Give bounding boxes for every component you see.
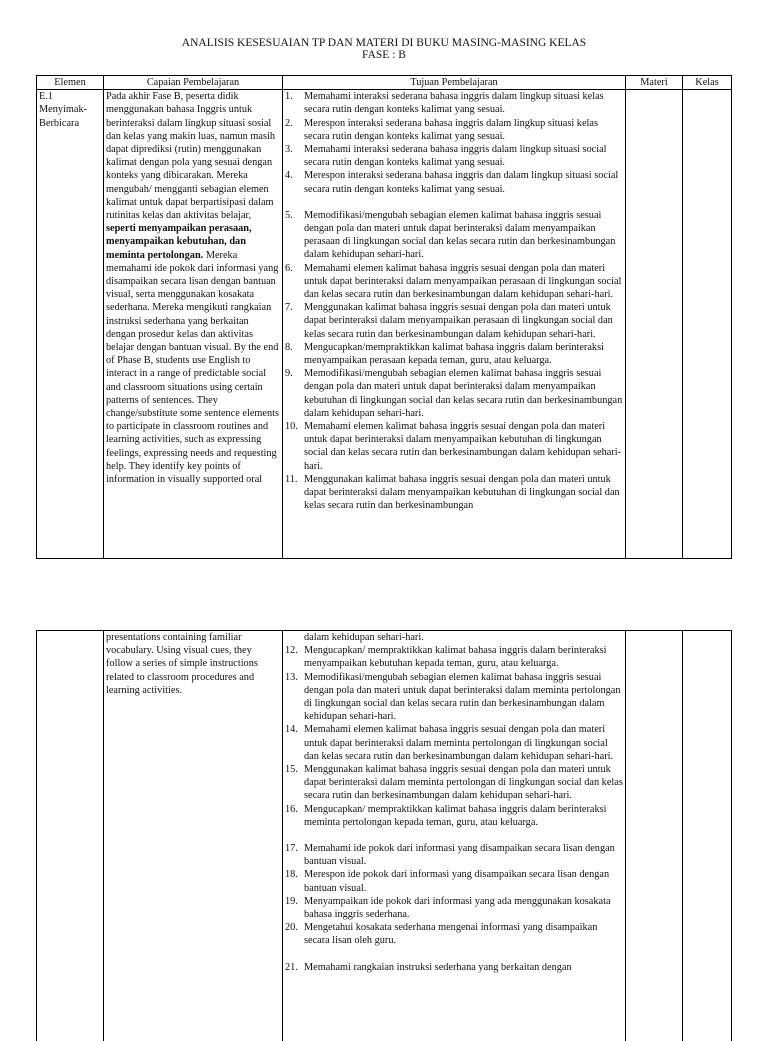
kelas-cell (683, 90, 732, 559)
list-item (285, 763, 623, 803)
table-header-row (37, 76, 732, 90)
list-item (285, 644, 623, 670)
tujuan-list (285, 644, 623, 974)
list-item-number: 2. (285, 117, 293, 130)
list-item (285, 143, 623, 169)
list-item-text: Menggunakan kalimat bahasa inggris sesuai dengan pola dan materi untuk dapat berinteraksi dalam meminta pertolongan di lingkungan social dan kelas secara rutin dan berkesinambungan dalam kehidupan sehari-hari. (304, 764, 623, 801)
list-item (285, 895, 623, 921)
capaian-cell (104, 90, 283, 559)
list-item (285, 803, 623, 829)
materi-cell (626, 90, 683, 559)
list-item-number: 12. (285, 644, 298, 657)
list-item-text: Mengucapkan/ mempraktikkan kalimat bahasa inggris dalam berinteraksi meminta pertolongan kepada teman, guru, atau keluarga. (304, 804, 607, 828)
list-item (285, 868, 623, 894)
list-item-text: Memahami elemen kalimat bahasa inggris sesuai dengan pola dan materi untuk dapat berinteraksi dalam meminta pertolongan di lingkungan social dan kelas secara rutin dan berkesinambungan dalam kehidupan sehari-hari. (304, 724, 613, 761)
tujuan-cell (283, 631, 626, 1041)
list-item-text: Memahami rangkaian instruksi sederhana yang berkaitan dengan (304, 962, 572, 973)
list-item-number: 4. (285, 169, 293, 182)
list-item-text: Memodifikasi/mengubah sebagian elemen kalimat bahasa inggris sesuai dengan pola dan materi untuk dapat berinteraksi dalam menyampaikan perasaan di lingkungan social dan kelas secara rutin dan berkesinambungan dalam kehidupan sehari-hari. (304, 210, 615, 261)
list-item (285, 90, 623, 116)
list-item-text: Merespon interaksi sederana bahasa inggris dan dalam lingkup situasi social secara rutin dengan konteks kalimat yang sesuai. (304, 170, 618, 194)
list-item-number: 14. (285, 723, 298, 736)
analysis-table-page-1 (36, 75, 732, 559)
document-title: ANALISIS KESESUAIAN TP DAN MATERI DI BUKU MASING-MASING KELAS (0, 37, 768, 50)
tujuan-cell (283, 90, 626, 559)
kelas-cell (683, 631, 732, 1041)
cp-text-part-1: Pada akhir Fase B, peserta didik menggunakan bahasa Inggris untuk berinteraksi dalam lingkup situasi sosial dan kelas yang makin luas, namun masih dapat diprediksi (rutin) menggunakan kalimat dengan pola yang sesuai dengan konteks yang dibicarakan. Mereka mengubah/ mengganti sebagian elemen kalimat untuk dapat berpartisipasi dalam rutinitas kelas dan aktivitas belajar, (106, 91, 275, 221)
list-item-text: Mengucapkan/mempraktikkan kalimat bahasa inggris dalam berinteraksi menyampaikan perasaan kepada teman, guru, atau keluarga. (304, 342, 604, 366)
list-item (285, 209, 623, 262)
list-item (285, 921, 623, 947)
elemen-cell: E.1 Menyimak-Berbicara (37, 90, 104, 559)
cp-text-part-2: Mereka memahami ide pokok dari informasi yang disampaikan secara lisan dengan bantuan visual, serta menggunakan kosakata sederhana. Mereka mengikuti rangkaian instruksi sederhana yang berkaitan dengan prosedur kelas dan aktivitas belajar dengan bantuan visual. By the end of Phase B, students use English to interact in a range of predictable social and classroom situations using certain patterns of sentences. They change/substitute some sentence elements to participate in classroom routines and learning activities, such as expressing feelings, expressing needs and requesting help. They identify key points of information in visually supported oral (106, 250, 279, 485)
header-capaian-pembelajaran: Capaian Pembelajaran (104, 76, 283, 90)
elemen-cell (37, 631, 104, 1041)
list-item-number: 5. (285, 209, 293, 222)
list-item-number: 9. (285, 367, 293, 380)
list-item-text: Memodifikasi/mengubah sebagian elemen kalimat bahasa inggris sesuai dengan pola dan materi untuk dapat berinteraksi dalam meminta pertolongan di lingkungan social dan kelas secara rutin dan berkesinambungan dalam kehidupan sehari-hari. (304, 672, 621, 723)
list-item (285, 420, 623, 473)
list-item-text: Memodifikasi/mengubah sebagian elemen kalimat bahasa inggris sesuai dengan pola dan materi untuk dapat berinteraksi dalam menyampaikan kebutuhan di lingkungan social dan kelas secara rutin dan berkesinambungan dalam kehidupan sehari-hari. (304, 368, 622, 419)
list-item-text: Menyampaikan ide pokok dari informasi yang ada menggunakan kosakata bahasa inggris sederhana. (304, 896, 611, 920)
list-item-text: Merespon interaksi sederana bahasa inggris dalam lingkup situasi kelas secara rutin dengan konteks kalimat yang sesuai. (304, 118, 598, 142)
list-item (285, 367, 623, 420)
header-materi: Materi (626, 76, 683, 90)
list-item-number: 19. (285, 895, 298, 908)
list-item-text: Menggunakan kalimat bahasa inggris sesuai dengan pola dan materi untuk dapat berinteraksi dalam menyampaikan perasaan di lingkungan social dan kelas secara rutin dan berkesinambungan dalam kehidupan sehari-hari. (304, 302, 613, 339)
tujuan-list (285, 90, 623, 512)
list-item-number: 21. (285, 961, 298, 974)
list-item-number: 3. (285, 143, 293, 156)
list-item-text: Memahami elemen kalimat bahasa inggris sesuai dengan pola dan materi untuk dapat berinteraksi dalam menyampaikan perasaan di lingkungan social dan kelas secara rutin dan berkesinambungan dalam kehidupan sehari-hari. (304, 263, 621, 300)
list-item (285, 723, 623, 763)
tujuan-continuation: dalam kehidupan sehari-hari. (285, 631, 623, 644)
table-row (37, 90, 732, 559)
analysis-table-page-2 (36, 630, 732, 1041)
table-row (37, 631, 732, 1041)
list-item (285, 473, 623, 513)
header-tujuan-pembelajaran: Tujuan Pembelajaran (283, 76, 626, 90)
list-item-number: 20. (285, 921, 298, 934)
list-item (285, 341, 623, 367)
list-item-text: Memahami elemen kalimat bahasa inggris sesuai dengan pola dan materi untuk dapat berinteraksi dalam menyampaikan kebutuhan di lingkungan social dan kelas secara rutin dan berkesinambungan dalam kehidupan sehari-hari. (304, 421, 621, 472)
list-item-text: Menggunakan kalimat bahasa inggris sesuai dengan pola dan materi untuk dapat berinteraksi dalam menyampaikan kebutuhan di lingkungan social dan kelas secara rutin dan berkesinambungan (304, 474, 620, 511)
list-item-number: 7. (285, 301, 293, 314)
list-item-number: 6. (285, 262, 293, 275)
header-elemen: Elemen (37, 76, 104, 90)
header-kelas: Kelas (683, 76, 732, 90)
list-item-text: Memahami ide pokok dari informasi yang disampaikan secara lisan dengan bantuan visual. (304, 843, 615, 867)
document-subtitle: FASE : B (0, 49, 768, 62)
list-item-number: 11. (285, 473, 298, 486)
materi-cell (626, 631, 683, 1041)
list-item (285, 961, 623, 974)
list-item-number: 15. (285, 763, 298, 776)
list-item (285, 842, 623, 868)
list-item-text: Memahami interaksi sederana bahasa inggris dalam lingkup situasi kelas secara rutin dengan konteks kalimat yang sesuai. (304, 91, 604, 115)
list-item-text: Mengucapkan/ mempraktikkan kalimat bahasa inggris dalam berinteraksi menyampaikan kebutuhan kepada teman, guru, atau keluarga. (304, 645, 607, 669)
list-item-number: 16. (285, 803, 298, 816)
list-item-text: Mengetahui kosakata sederhana mengenai informasi yang disampaikan secara lisan oleh guru. (304, 922, 597, 946)
list-item (285, 301, 623, 341)
list-item-text: Memahami interaksi sederana bahasa inggris dalam lingkup situasi social secara rutin dengan konteks kalimat yang sesuai. (304, 144, 607, 168)
list-item (285, 117, 623, 143)
list-item-text: Merespon ide pokok dari informasi yang disampaikan secara lisan dengan bantuan visual. (304, 869, 609, 893)
list-item (285, 671, 623, 724)
list-item (285, 169, 623, 195)
list-item (285, 262, 623, 302)
list-item-number: 18. (285, 868, 298, 881)
list-item-number: 8. (285, 341, 293, 354)
list-item-number: 17. (285, 842, 298, 855)
list-item-number: 1. (285, 90, 293, 103)
cp-text-bold: seperti menyampaikan perasaan, menyampaikan kebutuhan, dan meminta pertolongan. (106, 223, 252, 260)
capaian-cell: presentations containing familiar vocabulary. Using visual cues, they follow a series of simple instructions related to classroom procedures and learning activities. (104, 631, 283, 1041)
list-item-number: 13. (285, 671, 298, 684)
list-item-number: 10. (285, 420, 298, 433)
